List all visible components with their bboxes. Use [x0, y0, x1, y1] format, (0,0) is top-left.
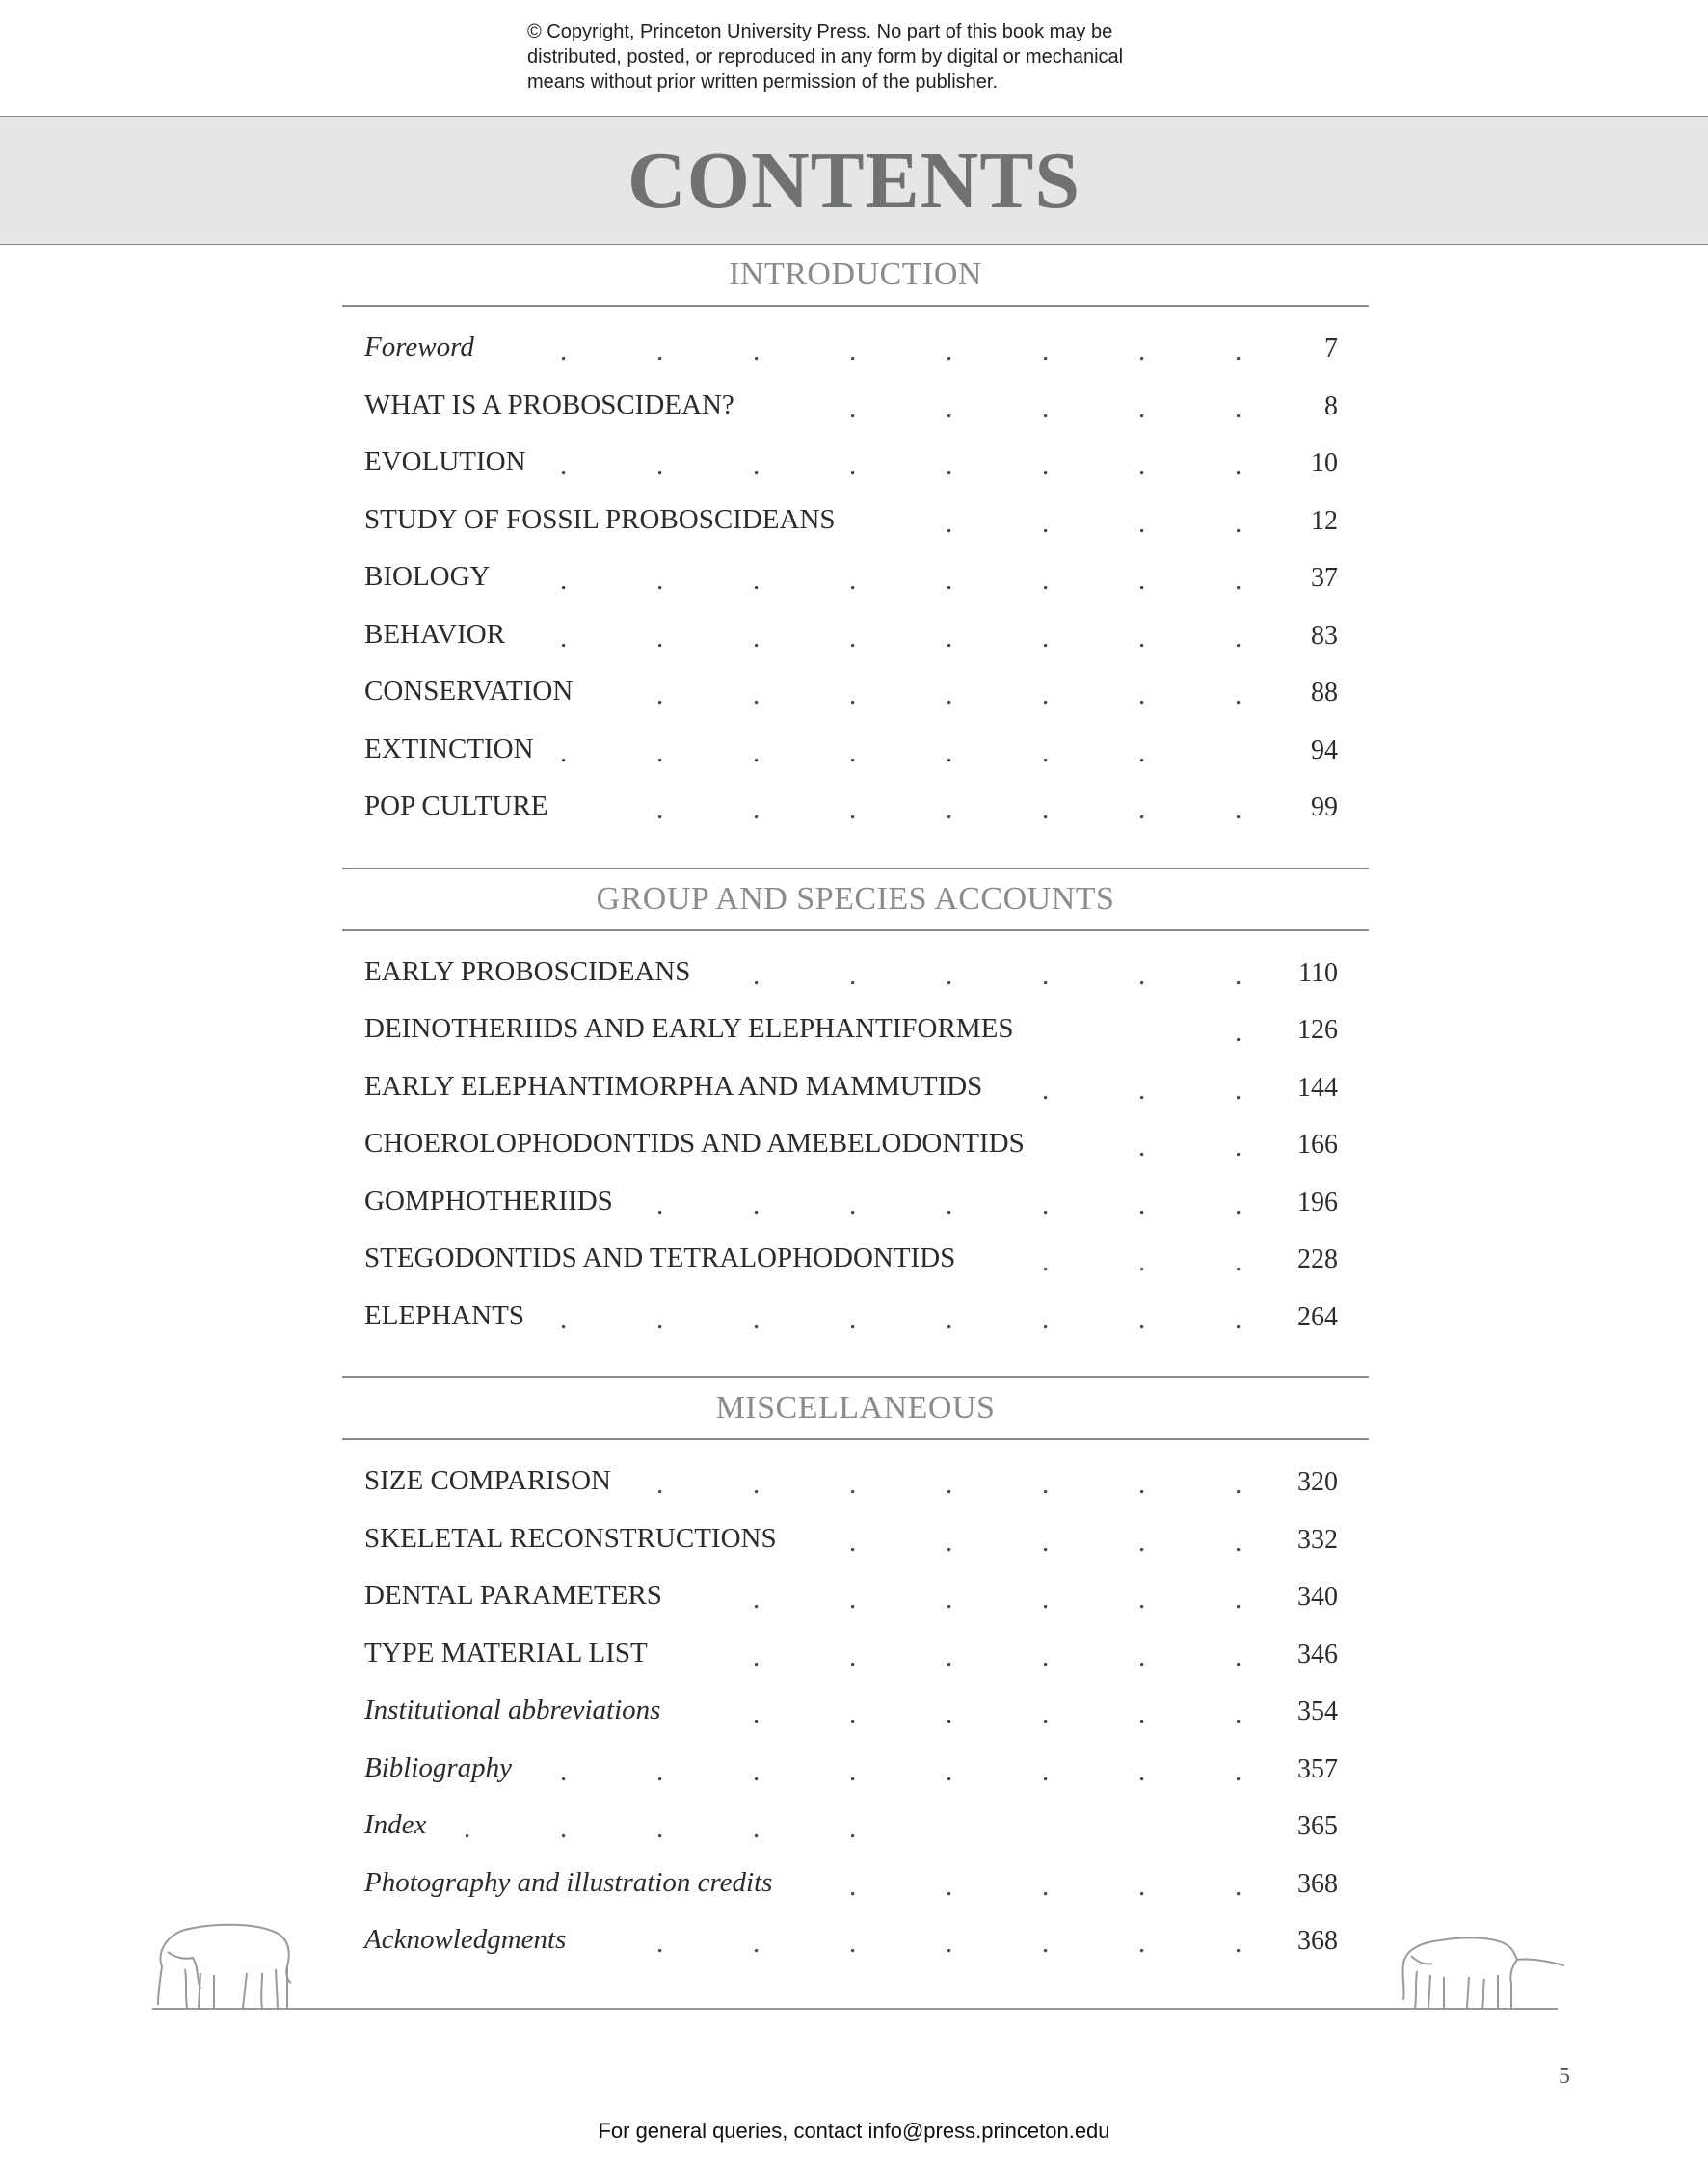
toc-entry-title: GOMPHOTHERIIDS	[364, 1186, 619, 1217]
toc-entry-title: EARLY PROBOSCIDEANS	[364, 956, 696, 988]
table-of-contents	[342, 245, 1369, 2001]
toc-entry-title: Institutional abbreviations	[364, 1695, 666, 1726]
section-entries	[342, 931, 1369, 1377]
leader-dots: .	[1235, 1017, 1242, 1048]
copyright-line: © Copyright, Princeton University Press. No part of this book may be	[527, 21, 1113, 42]
leader-dots: . . . . .	[464, 1813, 857, 1844]
leader-dots: . . . . . .	[753, 959, 1242, 991]
leader-dots: . . . . . . . .	[560, 565, 1242, 596]
leader-dots: . . . . . .	[753, 1641, 1242, 1672]
toc-entry-title: SIZE COMPARISON	[364, 1465, 617, 1497]
toc-entry[interactable]	[342, 446, 1369, 504]
leader-dots: . . . . . . . .	[560, 335, 1242, 366]
toc-entry[interactable]	[342, 1638, 1369, 1696]
toc-entry[interactable]	[342, 1867, 1369, 1925]
toc-entry-title: SKELETAL RECONSTRUCTIONS	[364, 1523, 783, 1555]
leader-dots: . . . . . . .	[560, 736, 1146, 768]
section-heading: MISCELLANEOUS	[342, 1376, 1369, 1440]
toc-entry-page: 88	[1311, 678, 1338, 708]
toc-entry-page: 264	[1297, 1301, 1338, 1332]
toc-entry-title: WHAT IS A PROBOSCIDEAN?	[364, 389, 740, 421]
toc-entry-title: STUDY OF FOSSIL PROBOSCIDEANS	[364, 504, 841, 536]
footer-contact: For general queries, contact info@press.princeton.edu	[598, 2119, 1110, 2143]
toc-entry-page: 8	[1324, 390, 1338, 421]
toc-entry-title: EVOLUTION	[364, 446, 532, 478]
toc-entry-page: 37	[1311, 563, 1338, 593]
toc-entry[interactable]	[342, 676, 1369, 734]
toc-entry[interactable]	[342, 332, 1369, 389]
toc-entry[interactable]	[342, 1809, 1369, 1867]
footer-rule	[152, 2008, 1558, 2010]
leader-dots: . . .	[1042, 1074, 1242, 1106]
toc-entry-page: 7	[1324, 334, 1338, 363]
copyright-notice	[527, 19, 1260, 94]
toc-entry-page: 340	[1297, 1582, 1338, 1612]
page-title: CONTENTS	[627, 136, 1081, 226]
toc-entry-page: 196	[1297, 1187, 1338, 1217]
toc-entry-page: 126	[1297, 1015, 1338, 1045]
toc-entry-title: TYPE MATERIAL LIST	[364, 1638, 654, 1670]
toc-entry[interactable]	[342, 1523, 1369, 1581]
toc-entry-page: 10	[1311, 448, 1338, 478]
page-number: 5	[1559, 2064, 1570, 2089]
toc-entry[interactable]	[342, 1695, 1369, 1752]
toc-entry-title: Acknowledgments	[364, 1924, 572, 1956]
toc-entry[interactable]	[342, 734, 1369, 791]
toc-entry[interactable]	[342, 1186, 1369, 1243]
toc-entry[interactable]	[342, 504, 1369, 562]
copyright-line: means without prior written permission of the publisher.	[527, 71, 999, 93]
toc-entry-page: 368	[1297, 1926, 1338, 1956]
leader-dots: . . . . . . .	[656, 1928, 1242, 1959]
section-heading: INTRODUCTION	[342, 245, 1369, 307]
toc-entry-title: Bibliography	[364, 1752, 518, 1784]
toc-entry-page: 83	[1311, 620, 1338, 651]
toc-entry-page: 368	[1297, 1868, 1338, 1899]
toc-entry-title: CONSERVATION	[364, 676, 578, 708]
leader-dots: . . . . . . . .	[560, 450, 1242, 481]
toc-entry-page: 228	[1297, 1244, 1338, 1274]
toc-entry[interactable]	[342, 1242, 1369, 1300]
leader-dots: . .	[1138, 1132, 1242, 1162]
section-heading: GROUP AND SPECIES ACCOUNTS	[342, 868, 1369, 931]
leader-dots: . . . . . . .	[656, 1189, 1242, 1220]
toc-entry-page: 12	[1311, 505, 1338, 536]
toc-entry-title: Foreword	[364, 332, 480, 363]
toc-entry[interactable]	[342, 619, 1369, 677]
toc-entry-title: BEHAVIOR	[364, 619, 511, 651]
section-entries	[342, 1440, 1369, 2001]
toc-entry-title: EARLY ELEPHANTIMORPHA AND MAMMUTIDS	[364, 1071, 988, 1103]
toc-entry-title: DEINOTHERIIDS AND EARLY ELEPHANTIFORMES	[364, 1013, 1019, 1045]
leader-dots: . . . . .	[849, 1870, 1242, 1902]
toc-entry[interactable]	[342, 1071, 1369, 1129]
toc-entry-title: STEGODONTIDS AND TETRALOPHODONTIDS	[364, 1242, 961, 1274]
elephant-icon	[147, 1913, 301, 2010]
toc-entry[interactable]	[342, 1128, 1369, 1186]
toc-entry-page: 320	[1297, 1467, 1338, 1497]
leader-dots: . . . .	[946, 507, 1242, 539]
toc-entry[interactable]	[342, 389, 1369, 447]
toc-entry-title: ELEPHANTS	[364, 1300, 530, 1332]
toc-entry-title: CHOEROLOPHODONTIDS AND AMEBELODONTIDS	[364, 1128, 1030, 1160]
copyright-line: distributed, posted, or reproduced in any form by digital or mechanical	[527, 46, 1124, 67]
toc-entry[interactable]	[342, 561, 1369, 619]
toc-entry-page: 332	[1297, 1524, 1338, 1555]
toc-entry-page: 354	[1297, 1696, 1338, 1726]
section-entries	[342, 307, 1369, 868]
leader-dots: . . . . . . . .	[560, 622, 1242, 654]
toc-entry-page: 346	[1297, 1639, 1338, 1670]
toc-entry-page: 144	[1297, 1072, 1338, 1103]
leader-dots: . . .	[1042, 1246, 1242, 1277]
toc-entry[interactable]	[342, 1013, 1369, 1071]
toc-entry[interactable]	[342, 1924, 1369, 1982]
toc-entry-title: DENTAL PARAMETERS	[364, 1580, 668, 1612]
leader-dots: . . . . . . . .	[560, 1303, 1242, 1335]
toc-entry-title: Photography and illustration credits	[364, 1867, 778, 1899]
elephant-icon	[1396, 1923, 1569, 2010]
toc-entry-title: EXTINCTION	[364, 734, 540, 765]
leader-dots: . . . . . . .	[656, 1469, 1242, 1500]
toc-entry-page: 110	[1298, 957, 1338, 988]
leader-dots: . . . . .	[849, 1526, 1242, 1558]
toc-entry[interactable]	[342, 1300, 1369, 1358]
leader-dots: . . . . . . .	[656, 794, 1242, 825]
toc-entry[interactable]	[342, 1465, 1369, 1523]
leader-dots: . . . . . .	[753, 1584, 1242, 1615]
toc-entry-page: 365	[1297, 1811, 1338, 1841]
toc-entry[interactable]	[342, 956, 1369, 1014]
leader-dots: . . . . . . .	[656, 680, 1242, 710]
leader-dots: . . . . .	[849, 392, 1242, 424]
toc-entry-title: Index	[364, 1809, 432, 1841]
toc-entry-page: 99	[1311, 792, 1338, 822]
leader-dots: . . . . . .	[753, 1698, 1242, 1729]
toc-entry-page: 94	[1311, 735, 1338, 765]
leader-dots: . . . . . . . .	[560, 1755, 1242, 1787]
toc-entry[interactable]	[342, 1752, 1369, 1810]
toc-entry-title: BIOLOGY	[364, 561, 496, 593]
toc-entry[interactable]	[342, 790, 1369, 848]
toc-entry-page: 166	[1297, 1130, 1338, 1160]
toc-entry-page: 357	[1297, 1753, 1338, 1784]
toc-entry-title: POP CULTURE	[364, 790, 553, 822]
title-band	[0, 116, 1708, 245]
toc-entry[interactable]	[342, 1580, 1369, 1638]
